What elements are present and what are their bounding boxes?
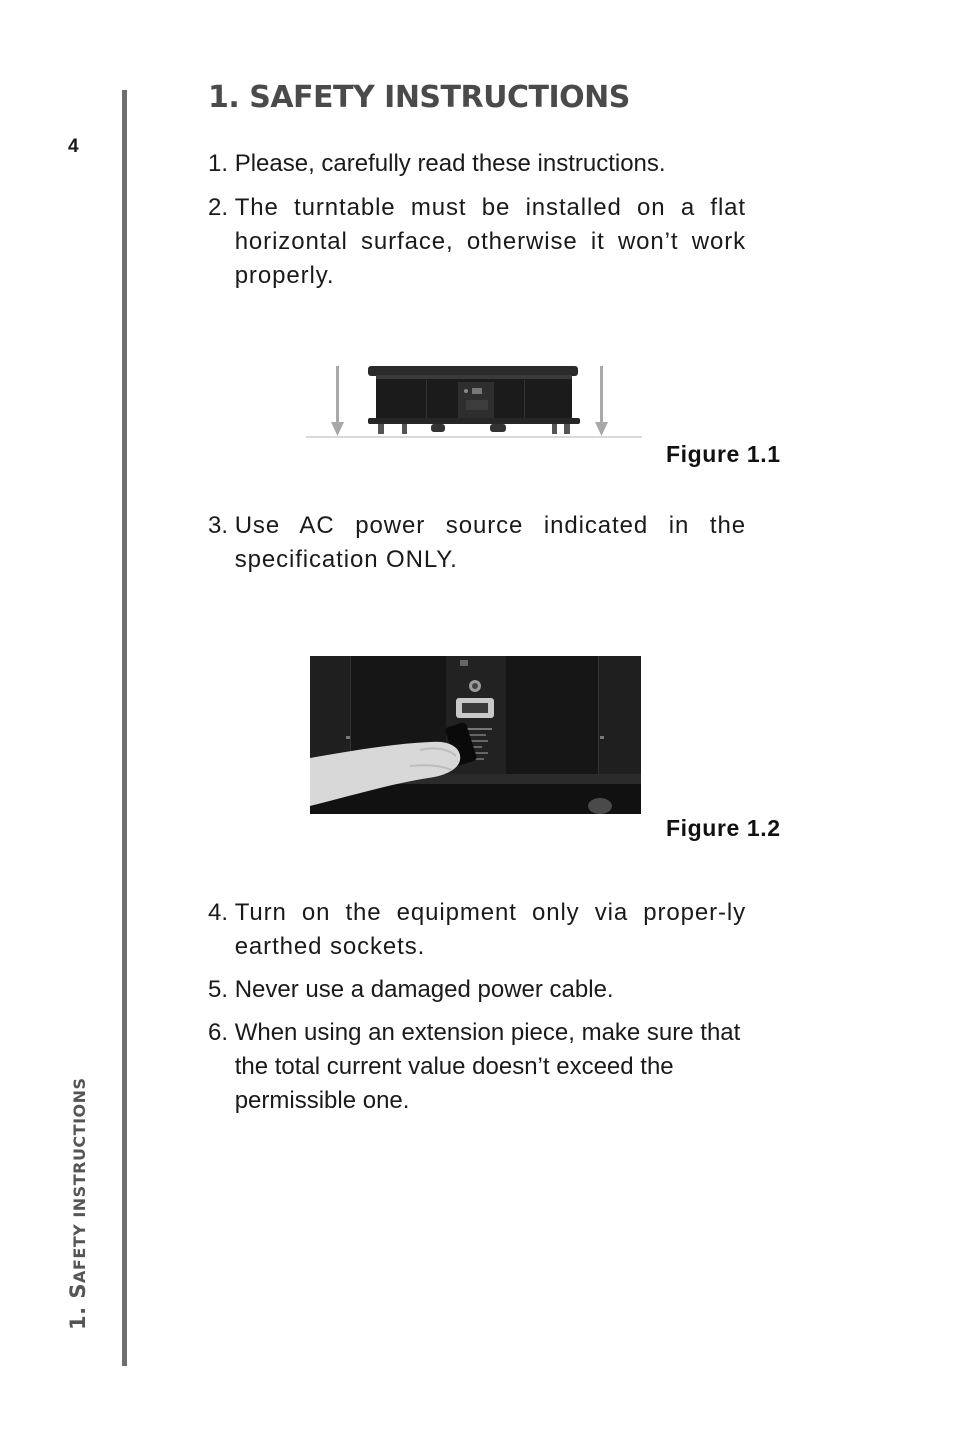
item-number: 3. <box>208 512 235 539</box>
item-number: 5. <box>208 976 235 1003</box>
instruction-item-2 <box>208 191 746 293</box>
item-text: Use AC power source indicated in the specification ONLY. <box>234 512 746 573</box>
instruction-item-4 <box>208 896 746 964</box>
instruction-item-1 <box>208 147 746 181</box>
figure-1-2-caption: Figure 1.2 <box>666 815 781 841</box>
item-text: The turntable must be installed on a flat horizontal surface, otherwise it won’t work properly. <box>234 194 746 289</box>
item-number: 2. <box>208 194 235 221</box>
item-text: Turn on the equipment only via proper-ly earthed sockets. <box>234 899 746 960</box>
side-rule-divider <box>122 90 127 1366</box>
item-number: 6. <box>208 1019 235 1046</box>
side-section-label <box>66 1077 90 1330</box>
item-number: 4. <box>208 899 235 926</box>
item-text: When using an extension piece, make sure that the total current value doesn’t exceed the permissible one. <box>234 1019 741 1114</box>
instruction-item-5 <box>208 973 746 1007</box>
page-number: 4 <box>68 136 79 157</box>
item-text: Never use a damaged power cable. <box>234 976 614 1003</box>
instruction-item-6 <box>208 1016 746 1118</box>
instruction-item-3 <box>208 509 746 577</box>
item-number: 1. <box>208 150 235 177</box>
side-label-rest: AFETY INSTRUCTIONS <box>70 1077 89 1283</box>
figure-1-2-power-plug-image <box>310 656 641 814</box>
side-label-prefix: 1. S <box>66 1282 90 1330</box>
figure-1-1-caption: Figure 1.1 <box>666 441 781 467</box>
item-text: Please, carefully read these instructions. <box>234 150 666 177</box>
figure-1-1-turntable-image <box>306 360 644 442</box>
section-title: 1. SAFETY INSTRUCTIONS <box>208 80 630 115</box>
